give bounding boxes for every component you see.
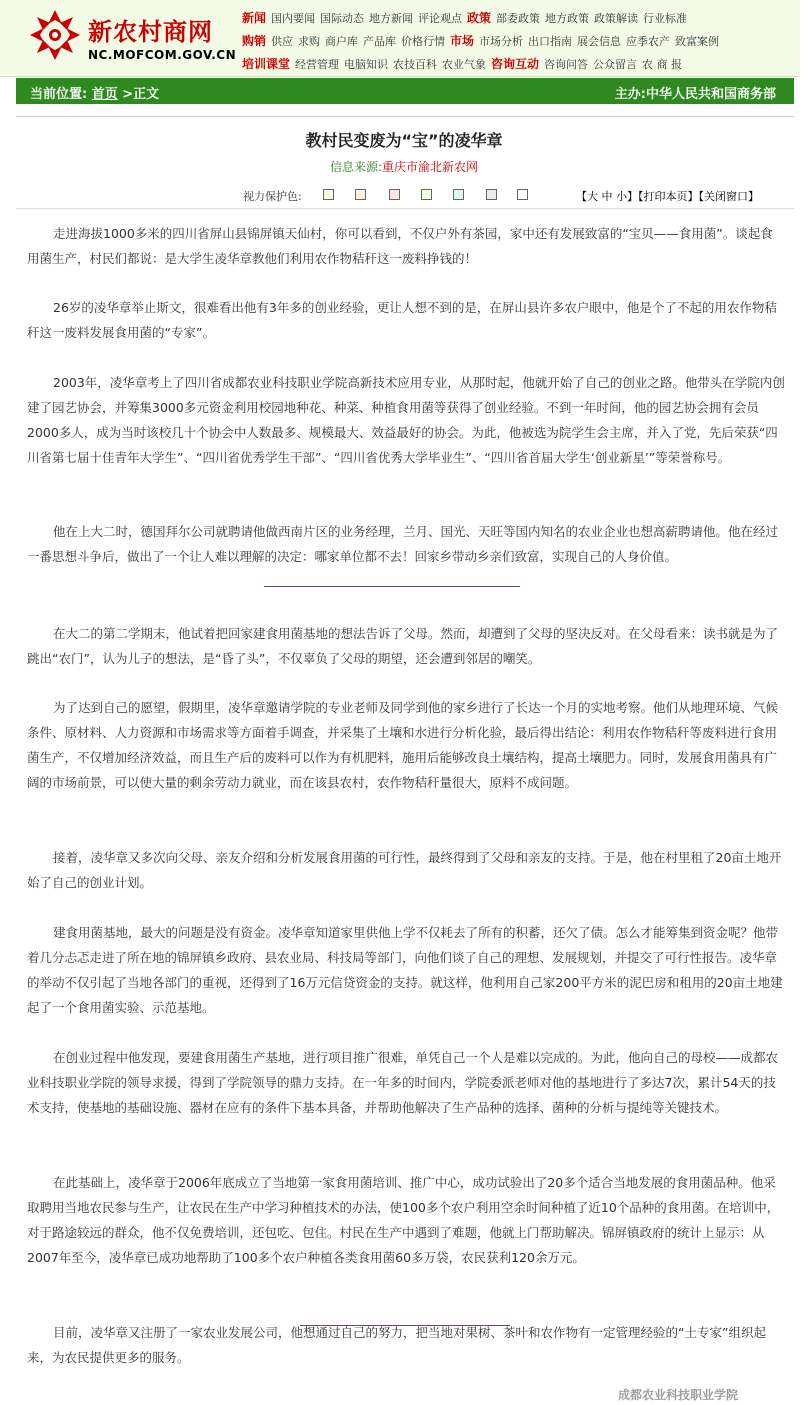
nav-link[interactable]: 国内要闻 xyxy=(271,12,316,25)
breadcrumb-current: >正文 xyxy=(122,87,160,102)
article-paragraph: 他在上大二时，德国拜尔公司就聘请他做西南片区的业务经理，兰月、国光、天旺等国内知名的农业企业也想高薪聘请他。他在经过一番思想斗争后，做出了一个让人难以理解的决定：哪家单位都不去！回家乡带动乡亲们致富，实现自己的人身价值。 xyxy=(27,524,779,564)
nav-link[interactable]: 电脑知识 xyxy=(344,58,389,71)
nav-link[interactable]: 致富案例 xyxy=(675,35,720,48)
nav-link[interactable]: 行业标准 xyxy=(643,12,688,25)
color-swatch-button[interactable] xyxy=(323,189,334,200)
nav-row-training xyxy=(242,55,687,75)
article-source xyxy=(0,158,808,175)
article-toolbar xyxy=(0,186,808,206)
color-swatch-button[interactable] xyxy=(421,189,432,200)
source-label: 信息来源: xyxy=(329,160,383,174)
nav-link[interactable]: 出口指南 xyxy=(528,35,573,48)
font-print-close-tools[interactable]: 【大 中 小】【打印本页】【关闭窗口】 xyxy=(576,190,759,203)
nav-link[interactable]: 经营管理 xyxy=(295,58,340,71)
sponsor-text: 主办:中华人民共和国商务部 xyxy=(614,87,776,102)
nav-link[interactable]: 地方新闻 xyxy=(369,12,414,25)
nav-link[interactable]: 政策解读 xyxy=(594,12,639,25)
article-paragraph: 走进海拔1000多米的四川省屏山县锦屏镇天仙村，你可以看到，不仅户外有茶园，家中还有发展致富的“宝贝——食用菌”。谈起食用菌生产，村民们都说：是大学生凌华章教他们利用农作物秸秆这一废料挣钱的！ xyxy=(27,226,773,266)
site-logo[interactable] xyxy=(26,6,236,68)
article-paragraph: 在大二的第二学期末，他试着把回家建食用菌基地的想法告诉了父母。然而，却遭到了父母的坚决反对。在父母看来：读书就是为了跳出“农门”，认为儿子的想法，是“昏了头”，不仅辜负了父母的期望，还会遭到邻居的嘲笑。 xyxy=(27,626,779,666)
nav-row-trade xyxy=(242,32,724,52)
nav-link[interactable]: 农技百科 xyxy=(393,58,438,71)
nav-link[interactable]: 政策 xyxy=(467,11,492,25)
logo-emblem-icon xyxy=(26,6,84,64)
article-paragraph: 在创业过程中他发现，要建食用菌生产基地，进行项目推广很难，单凭自己一个人是难以完成的。为此，他向自己的母校——成都农业科技职业学院的领导求援，得到了学院领导的鼎力支持。在一年多的时间内，学院委派老师对他的基地进行了多达7次，累计54天的技术支持，使基地的基础设施、器材在应有的条件下基本具备，并帮助他解决了生产品种的选择、菌种的分析与提纯等关键技术。 xyxy=(27,1050,779,1115)
color-swatch-button[interactable] xyxy=(453,189,464,200)
nav-link[interactable]: 求购 xyxy=(298,35,321,48)
nav-link[interactable]: 部委政策 xyxy=(496,12,541,25)
nav-link[interactable]: 农业气象 xyxy=(442,58,487,71)
eye-protection-label: 视力保护色: xyxy=(243,190,302,203)
article-paragraph: 目前，凌华章又注册了一家农业发展公司，他想通过自己的努力，把当地对果树、茶叶和农作物有一定管理经验的“土专家”组织起来，为农民提供更多的服务。 xyxy=(27,1325,766,1365)
nav-link[interactable]: 市场分析 xyxy=(479,35,524,48)
nav-link[interactable]: 市场 xyxy=(450,34,475,48)
location-label: 当前位置: xyxy=(30,87,88,102)
divider xyxy=(16,208,794,209)
nav-link[interactable]: 培训课堂 xyxy=(242,57,291,71)
color-swatch-button[interactable] xyxy=(389,189,400,200)
location-bar xyxy=(16,78,794,104)
article-paragraph: 为了达到自己的愿望，假期里，凌华章邀请学院的专业老师及同学到他的家乡进行了长达一个月的实地考察。他们从地理环境、气候条件、原材料、人力资源和市场需求等方面着手调查，并采集了土壤和水进行分析化验，最后得出结论：利用农作物秸秆等废料进行食用菌生产，不仅增加经济效益，而且生产后的废料可以作为有机肥料，施用后能够改良土壤结构，提高土壤肥力。同时，发展食用菌具有广阔的市场前景，可以使大量的剩余劳动力就业，而在该县农村，农作物秸秆量很大，原料不成问题。 xyxy=(27,700,779,790)
nav-link[interactable]: 评论观点 xyxy=(418,12,463,25)
color-swatch-button[interactable] xyxy=(517,189,528,200)
article-paragraph: 接着，凌华章又多次向父母、亲友介绍和分析发展食用菌的可行性，最终得到了父母和亲友的支持。于是，他在村里租了20亩土地开始了自己的创业计划。 xyxy=(27,850,782,890)
source-link[interactable]: 重庆市渝北新农网 xyxy=(382,160,479,174)
nav-link[interactable]: 国际动态 xyxy=(320,12,365,25)
article-title: 教村民变废为“宝”的凌华章 xyxy=(305,131,503,150)
nav-link[interactable]: 产品库 xyxy=(363,35,397,48)
nav-link[interactable]: 供应 xyxy=(271,35,294,48)
article-paragraph: 26岁的凌华章举止斯文，很难看出他有3年多的创业经验，更让人想不到的是，在屏山县许多农户眼中，他是个了不起的用农作物秸秆这一废料发展食用菌的“专家”。 xyxy=(27,300,777,340)
breadcrumb-home-link[interactable]: 首页 xyxy=(91,87,118,102)
nav-link[interactable]: 农 商 报 xyxy=(642,58,683,71)
color-swatch-button[interactable] xyxy=(355,189,366,200)
article-paragraph: 建食用菌基地，最大的问题是没有资金。凌华章知道家里供他上学不仅耗去了所有的积蓄，还欠了债。怎么才能筹集到资金呢？他带着几分忐忑走进了所在地的锦屏镇乡政府、县农业局、科技局等部门，向他们谈了自己的理想、发展规划，并提交了可行性报告。凌华章的举动不仅引起了当地各部门的重视，还得到了16万元信贷资金的支持。就这样，他利用自己家200平方米的泥巴房和租用的20亩土地建起了一个食用菌实验、示范基地。 xyxy=(27,925,783,1015)
nav-row-news xyxy=(242,9,692,29)
nav-link[interactable]: 公众留言 xyxy=(593,58,638,71)
nav-link[interactable]: 新闻 xyxy=(242,11,267,25)
nav-link[interactable]: 购销 xyxy=(242,34,267,48)
breadcrumb xyxy=(30,83,159,102)
nav-link[interactable]: 展会信息 xyxy=(577,35,622,48)
footer-source: 成都农业科技职业学院 xyxy=(617,1388,738,1402)
nav-link[interactable]: 应季农产 xyxy=(626,35,671,48)
color-swatch-button[interactable] xyxy=(486,189,497,200)
site-title: 新农村商网 xyxy=(88,17,213,46)
site-url: NC.MOFCOM.GOV.CN xyxy=(88,48,237,62)
nav-link[interactable]: 价格行情 xyxy=(401,35,446,48)
article-paragraph: 在此基础上，凌华章于2006年底成立了当地第一家食用菌培训、推广中心，成功试验出了20多个适合当地发展的食用菌品种。他采取聘用当地农民参与生产，让农民在生产中学习种植技术的办法，使100多个农户利用空余时间种植了近10个品种的食用菌。在培训中，对于路途较远的群众，他不仅免费培训，还包吃、包住。村民在生产中遇到了难题，他就上门帮助解决。锦屏镇政府的统计上显示：从2007年至今，凌华章已成功地帮助了100多个农户种植各类食用菌60多万袋，农民获利120余万元。 xyxy=(27,1175,780,1265)
site-header xyxy=(0,0,800,77)
article-paragraph: 2003年，凌华章考上了四川省成都农业科技职业学院高新技术应用专业，从那时起，他就开始了自己的创业之路。他带头在学院内创建了园艺协会，并筹集3000多元资金利用校园地种花、种菜、种植食用菌等获得了创业经验。不到一年时间，他的园艺协会拥有会员2000多人，成为当时该校几十个协会中人数最多、规模最大、效益最好的协会。为此，他被选为院学生会主席，并入了党，先后荣获“四川省第七届十佳青年大学生”、“四川省优秀学生干部”、“四川省优秀大学毕业生”、“四川省首届大学生‘创业新星’”等荣誉称号。 xyxy=(27,375,785,465)
nav-link[interactable]: 咨询互动 xyxy=(491,57,540,71)
nav-link[interactable]: 商户库 xyxy=(325,35,359,48)
nav-link[interactable]: 咨询问答 xyxy=(544,58,589,71)
nav-link[interactable]: 地方政策 xyxy=(545,12,590,25)
divider xyxy=(16,116,794,117)
decorative-underline xyxy=(264,586,520,587)
